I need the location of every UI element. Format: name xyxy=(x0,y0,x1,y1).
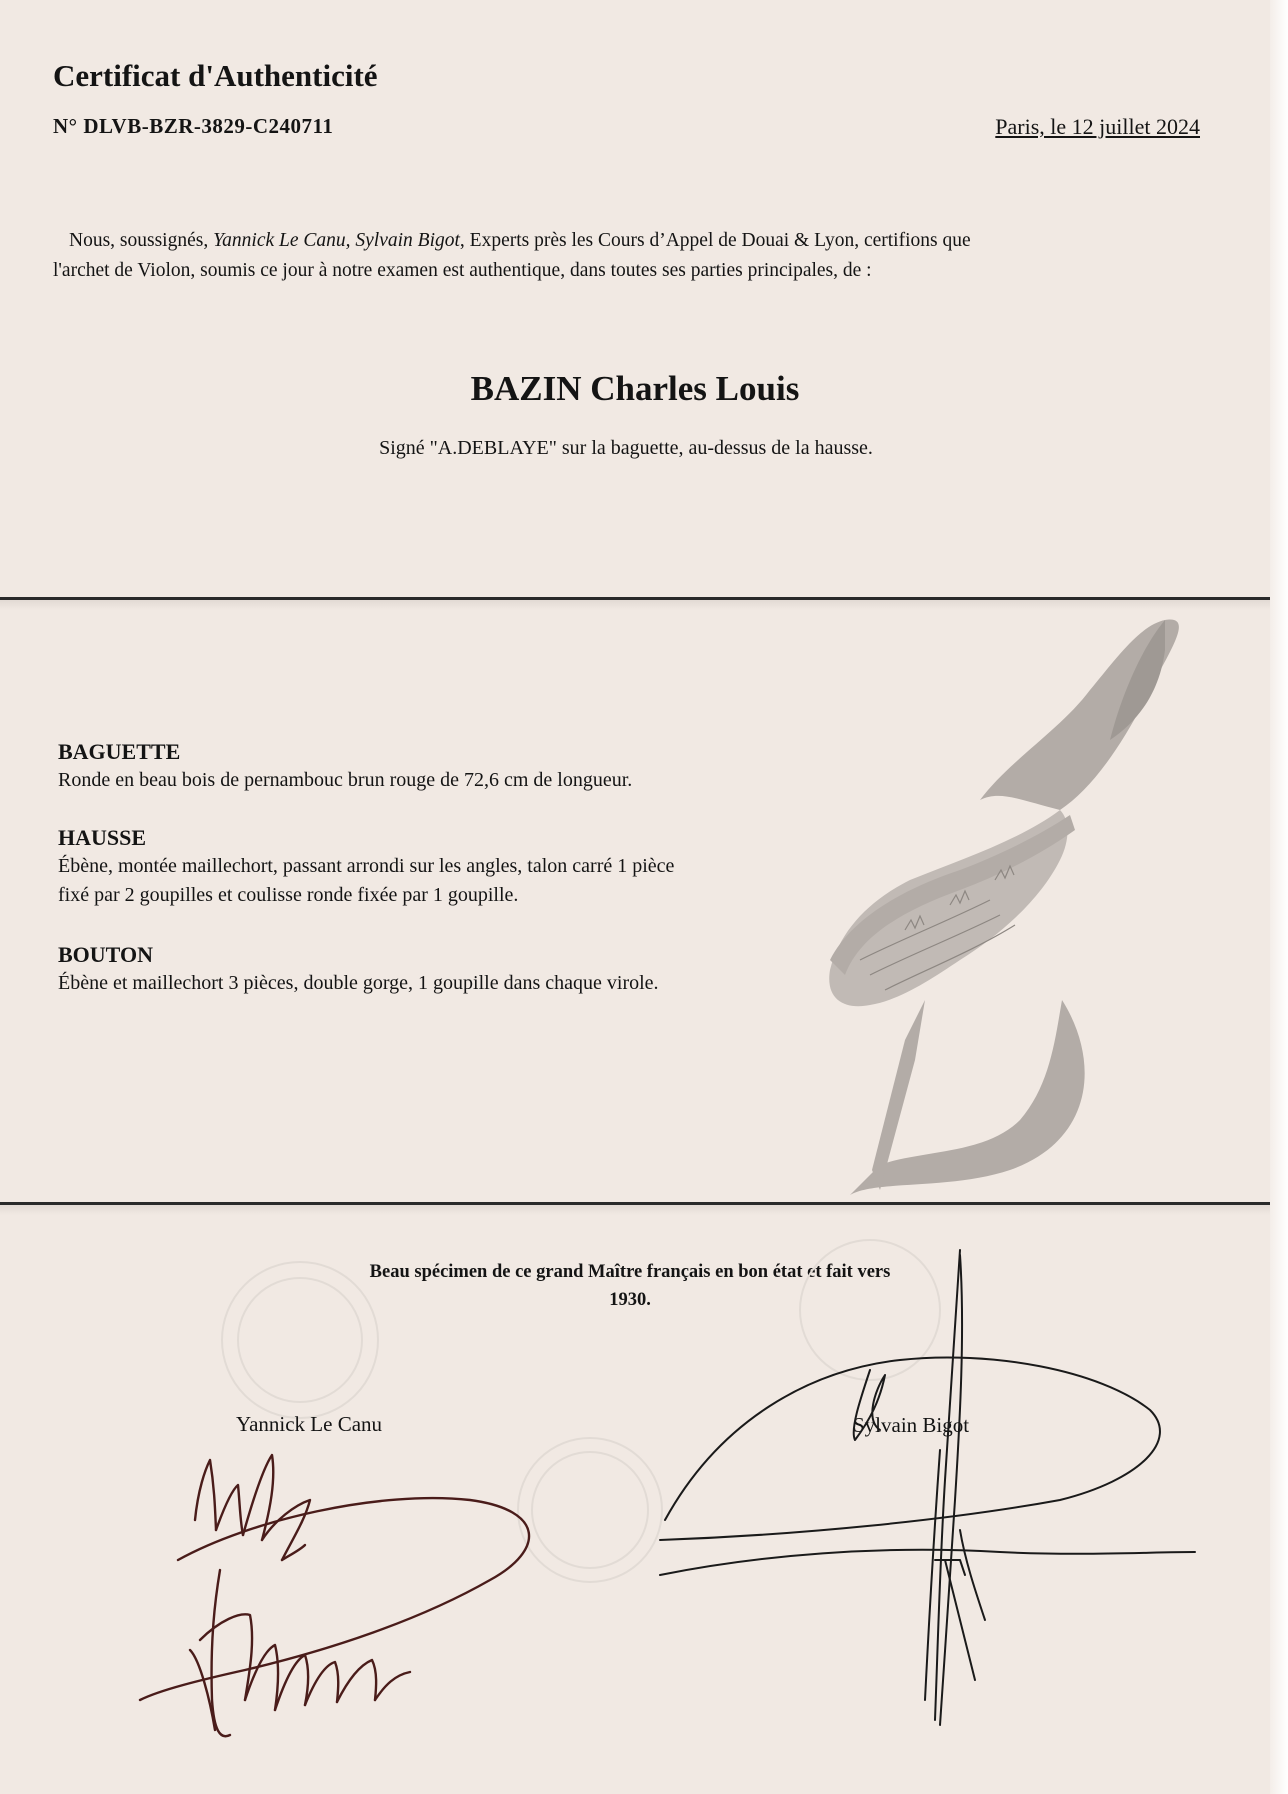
intro-text: , Experts près les Cours d’Appel de Douai & Lyon, certifions que xyxy=(459,230,971,251)
signature-note: Signé "A.DEBLAYE" sur la baguette, au-dessus de la hausse. xyxy=(379,437,873,459)
maker-name: BAZIN Charles Louis xyxy=(470,369,800,408)
certificate-title: Certificat d'Authenticité xyxy=(53,58,378,93)
detail-heading: HAUSSE xyxy=(58,825,147,850)
detail-heading: BOUTON xyxy=(58,942,153,967)
intro-line: l'archet de Violon, soumis ce jour à notre examen est authentique, dans toutes ses parties principales, de : xyxy=(53,260,872,281)
intro-text: Nous, soussignés, xyxy=(69,230,214,251)
conclusion-line: Beau spécimen de ce grand Maître français en bon état et fait vers xyxy=(369,1262,891,1282)
expert-names: Yannick Le Canu, Sylvain Bigot xyxy=(213,230,460,251)
signer-name: Sylvain Bigot xyxy=(853,1413,970,1437)
detail-text: Ébène, montée maillechort, passant arrondi sur les angles, talon carré 1 pièce xyxy=(58,855,675,877)
paper-edge xyxy=(1270,0,1288,1794)
detail-text: Ébène et maillechort 3 pièces, double gorge, 1 goupille dans chaque virole. xyxy=(58,972,659,994)
detail-text: Ronde en beau bois de pernambouc brun rouge de 72,6 cm de longueur. xyxy=(58,769,633,791)
certificate-number: N° DLVB-BZR-3829-C240711 xyxy=(53,114,334,138)
place-date: Paris, le 12 juillet 2024 xyxy=(995,114,1200,139)
signer-name: Yannick Le Canu xyxy=(236,1412,383,1436)
detail-heading: BAGUETTE xyxy=(58,739,181,764)
detail-text: fixé par 2 goupilles et coulisse ronde fixée par 1 goupille. xyxy=(58,884,519,906)
conclusion-line: 1930. xyxy=(609,1290,651,1310)
